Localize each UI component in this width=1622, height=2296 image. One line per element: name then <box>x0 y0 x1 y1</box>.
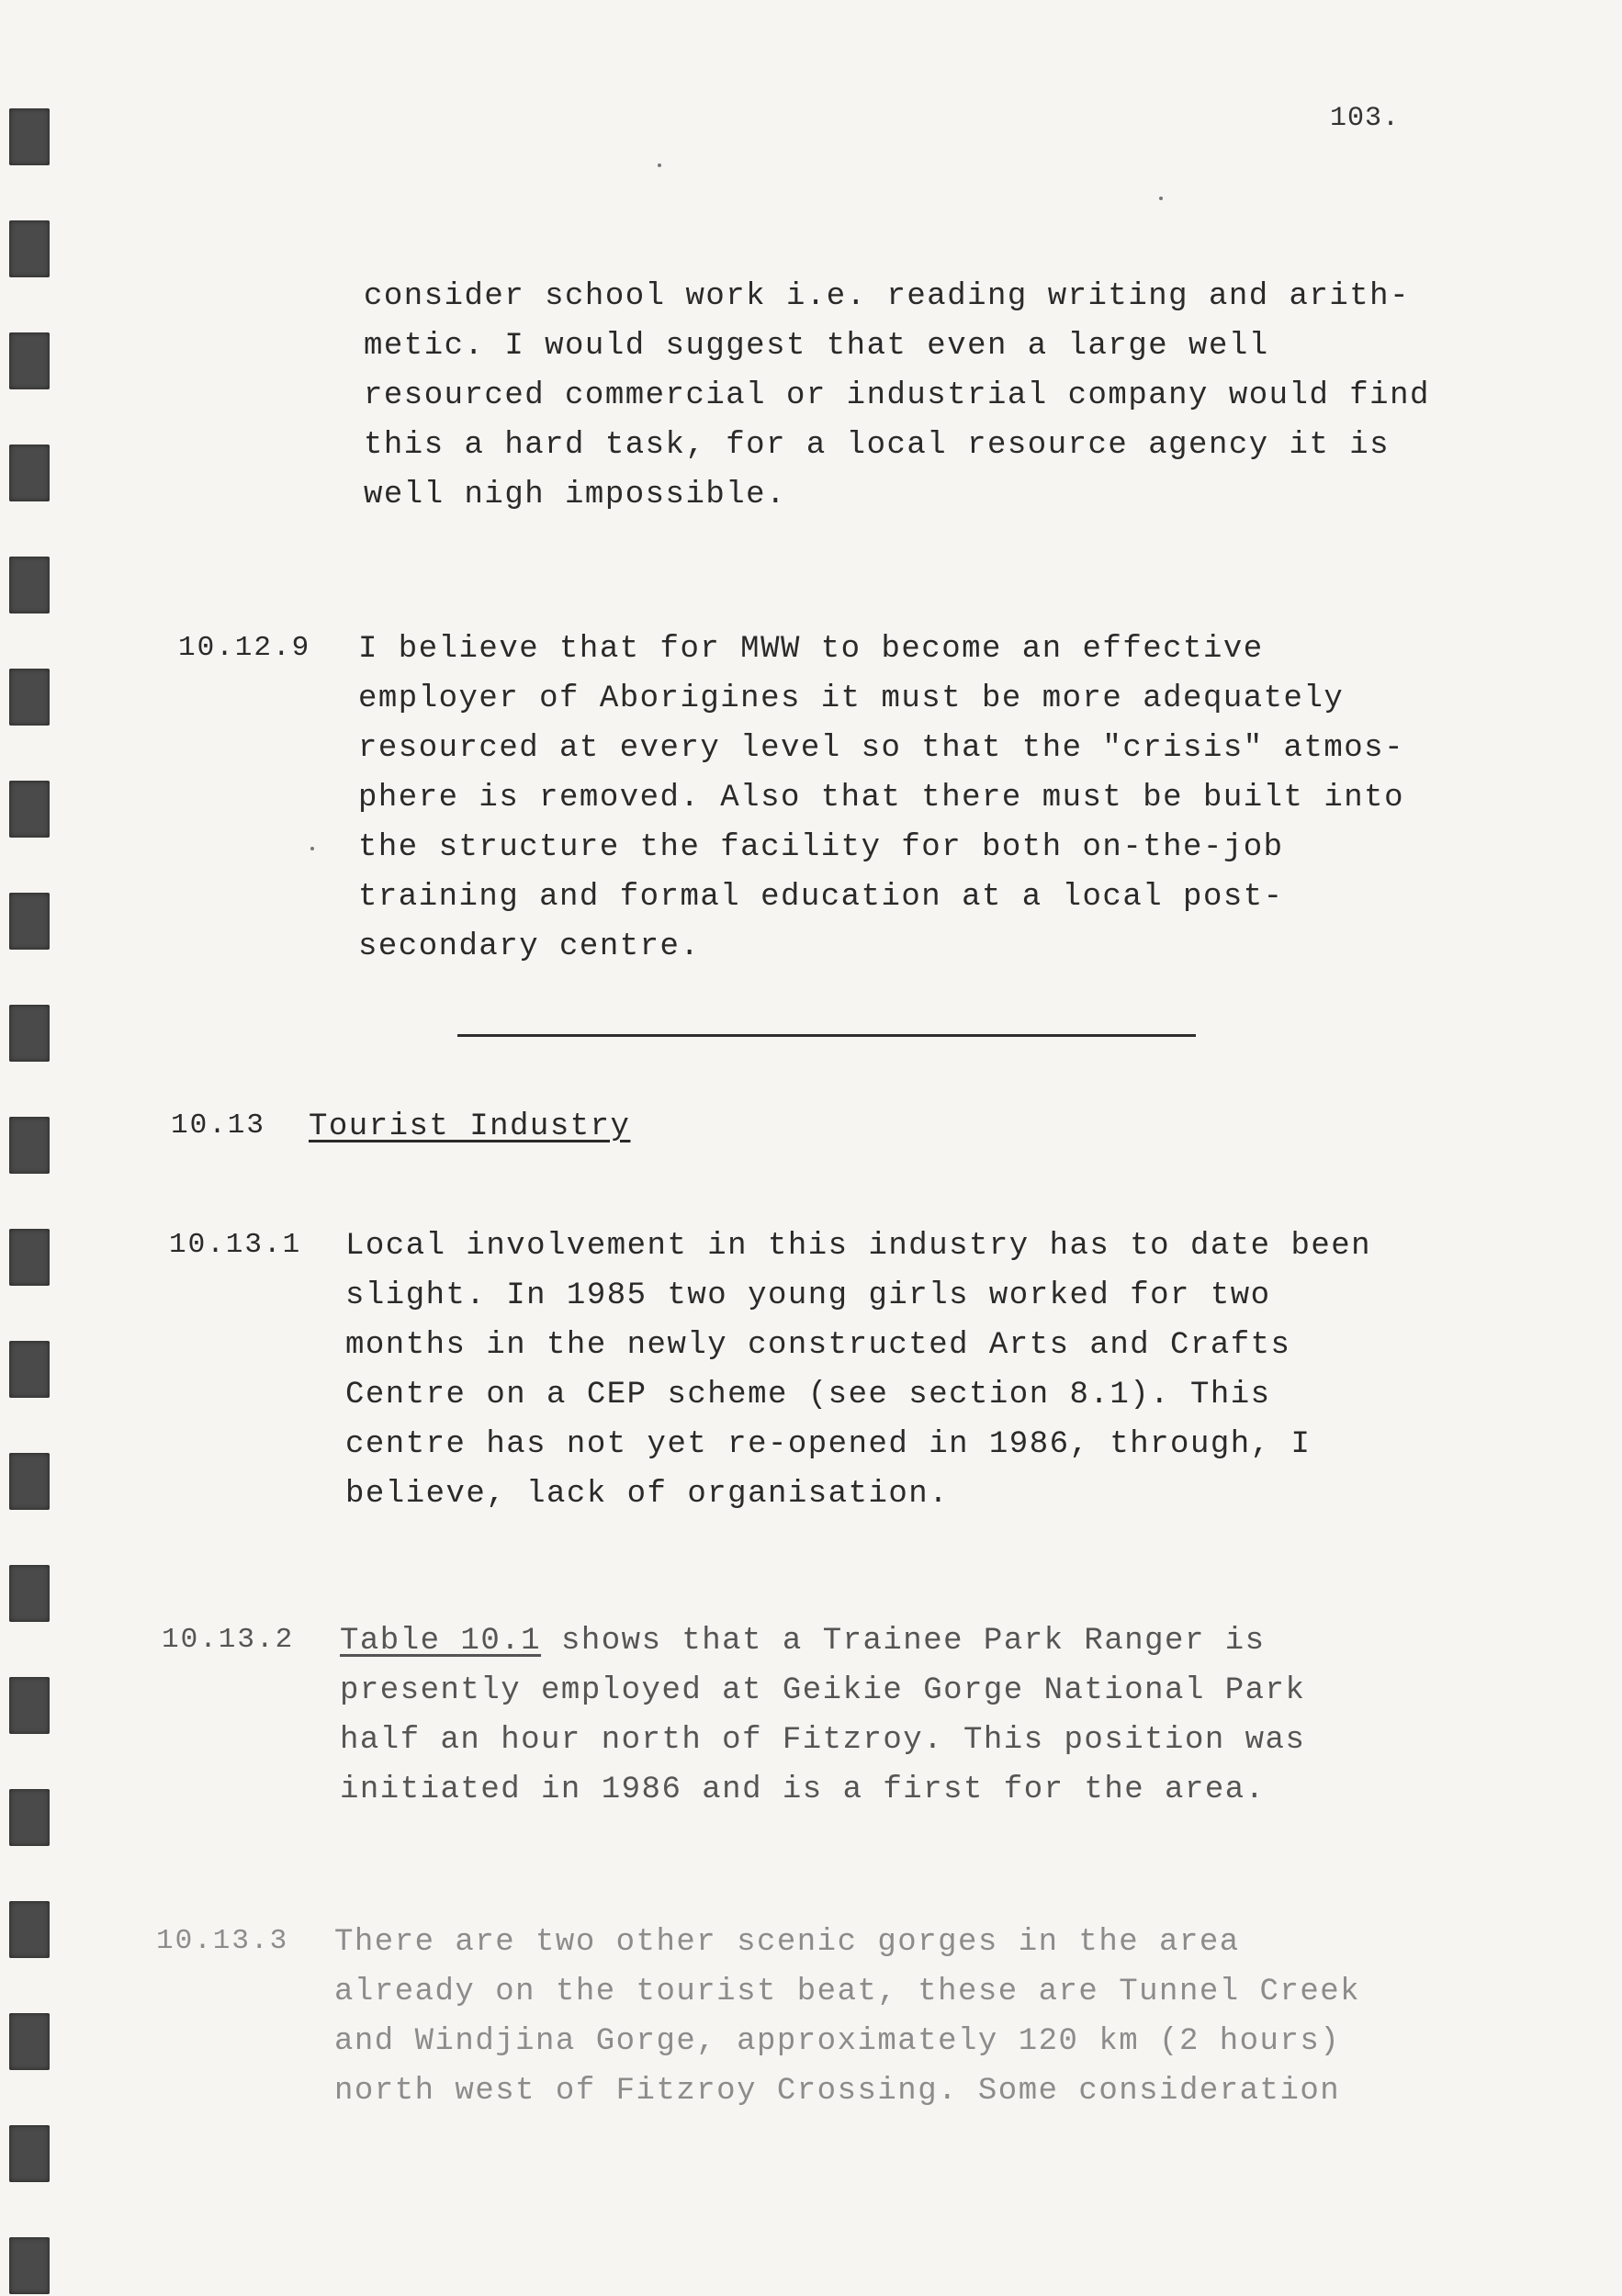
paragraph-number: 10.13.3 <box>156 1925 289 1957</box>
text-line: resourced commercial or industrial company would find <box>364 378 1430 413</box>
binding-hole <box>9 1005 50 1062</box>
table-reference: Table 10.1 <box>340 1624 542 1659</box>
page-number: 103. <box>1330 103 1401 134</box>
text-line: employer of Aborigines it must be more adequately <box>358 681 1345 716</box>
paragraph-10-13-3 <box>334 1918 1360 2116</box>
binding-hole <box>9 2013 50 2070</box>
section-title: Tourist Industry <box>309 1109 631 1144</box>
paragraph-10-12-9 <box>358 625 1404 972</box>
paragraph-number: 10.12.9 <box>178 632 311 664</box>
text-line: already on the tourist beat, these are Tunnel Creek <box>334 1975 1361 2009</box>
binding-hole <box>9 2237 50 2294</box>
paragraph-number: 10.13.2 <box>162 1624 295 1656</box>
paragraph-number: 10.13.1 <box>169 1229 302 1261</box>
text-line: slight. In 1985 two young girls worked for two <box>345 1278 1271 1313</box>
section-divider <box>457 1034 1196 1037</box>
intro-paragraph <box>364 272 1430 520</box>
binding-hole <box>9 1453 50 1510</box>
text-line: There are two other scenic gorges in the area <box>334 1925 1240 1960</box>
text-line: believe, lack of organisation. <box>345 1477 950 1512</box>
text-line: resourced at every level so that the "crisis" atmos- <box>358 731 1404 766</box>
text-line: presently employed at Geikie Gorge National Park <box>340 1673 1306 1708</box>
paragraph-10-13-1 <box>345 1221 1371 1519</box>
paper-speck <box>1159 197 1163 200</box>
binding-hole <box>9 108 50 165</box>
binding-hole <box>9 1117 50 1174</box>
text-line: Centre on a CEP scheme (see section 8.1). This <box>345 1378 1271 1412</box>
binding-hole <box>9 332 50 389</box>
binding-hole <box>9 1677 50 1734</box>
text-line: half an hour north of Fitzroy. This position was <box>340 1723 1306 1758</box>
text-line: training and formal education at a local post- <box>358 880 1284 915</box>
binding-hole <box>9 1229 50 1286</box>
binding-hole <box>9 445 50 501</box>
text-line: phere is removed. Also that there must be built into <box>358 781 1404 816</box>
text-line: this a hard task, for a local resource agency it is <box>364 428 1391 463</box>
binding-hole <box>9 781 50 838</box>
text-line: months in the newly constructed Arts and Crafts <box>345 1328 1291 1363</box>
binding-hole <box>9 669 50 726</box>
paragraph-10-13-2 <box>340 1616 1305 1815</box>
text-line <box>340 1616 1305 1666</box>
text-line: secondary centre. <box>358 929 701 964</box>
text-line: initiated in 1986 and is a first for the area. <box>340 1773 1266 1807</box>
text-line: consider school work i.e. reading writing and arith- <box>364 279 1410 314</box>
binding-hole <box>9 1341 50 1398</box>
text-line: well nigh impossible. <box>364 478 786 512</box>
text-line: north west of Fitzroy Crossing. Some consideration <box>334 2074 1341 2109</box>
text-line: centre has not yet re-opened in 1986, through, I <box>345 1427 1312 1462</box>
section-heading <box>309 1102 630 1152</box>
binding-hole <box>9 220 50 277</box>
binding-hole <box>9 1901 50 1958</box>
text-line: metic. I would suggest that even a large well <box>364 329 1269 364</box>
text-line: the structure the facility for both on-the-job <box>358 830 1284 865</box>
text-line: and Windjina Gorge, approximately 120 km (2 hours) <box>334 2024 1341 2059</box>
paper-speck <box>310 847 314 850</box>
paper-speck <box>658 163 661 167</box>
binding-hole <box>9 893 50 950</box>
binding-hole <box>9 2125 50 2182</box>
text-line: Local involvement in this industry has to date been <box>345 1229 1372 1264</box>
binding-hole <box>9 1789 50 1846</box>
section-number: 10.13 <box>171 1109 266 1142</box>
binding-hole <box>9 557 50 613</box>
text-fragment: shows that a Trainee Park Ranger is <box>541 1624 1266 1659</box>
text-line: I believe that for MWW to become an effective <box>358 632 1264 667</box>
binding-hole <box>9 1565 50 1622</box>
